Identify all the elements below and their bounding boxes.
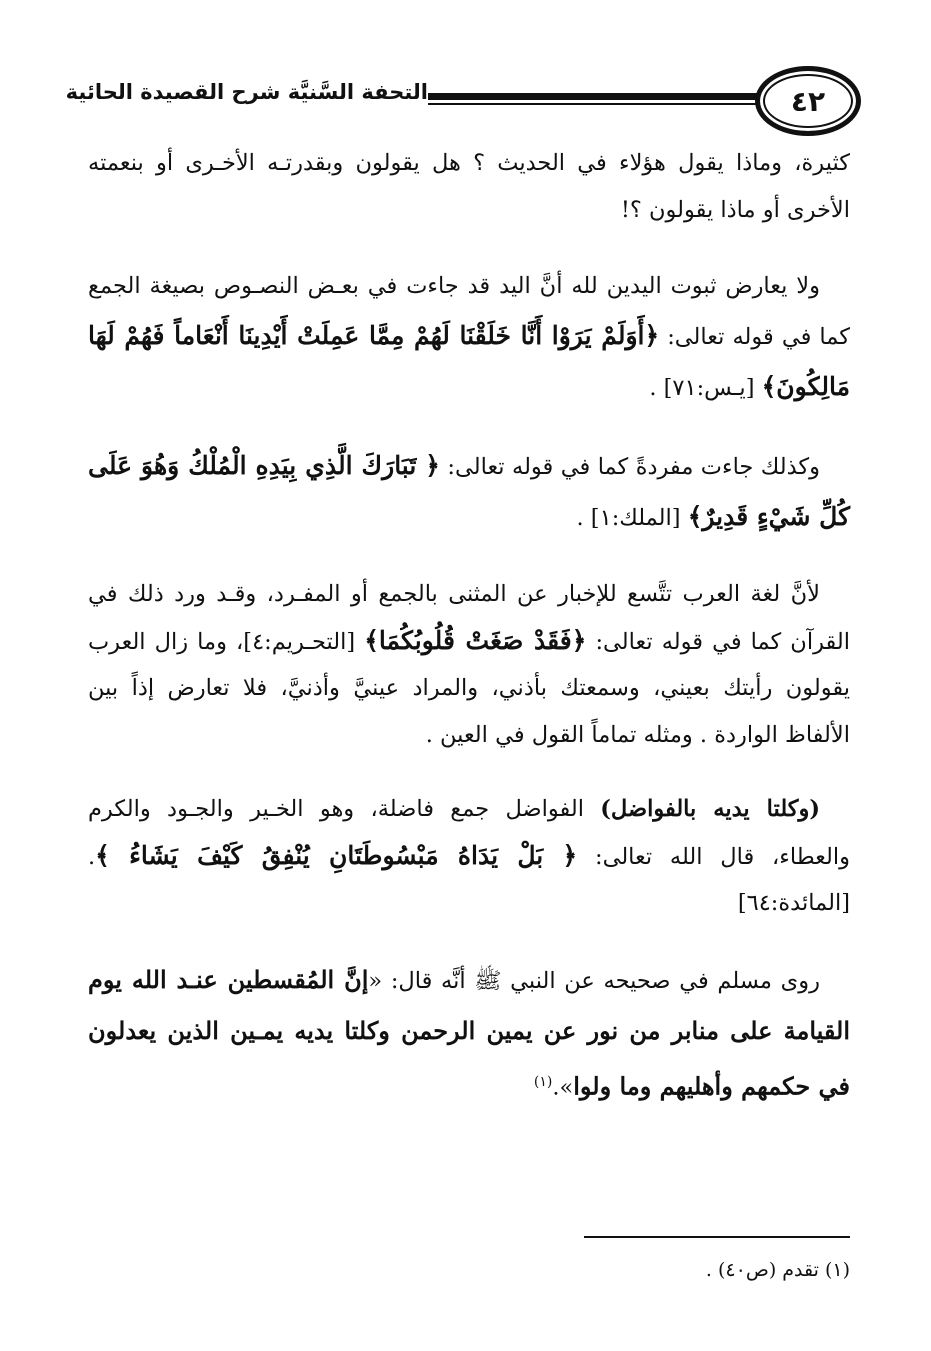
paragraph-4-text: لأنَّ لغة العرب تتَّسع للإخبار عن المثنى بالجمع أو المفـرد، وقـد ورد ذلك في القرآن كما في قوله تعالى: [88, 581, 850, 655]
page-number: ٤٢ [790, 84, 826, 118]
paragraph-4 [88, 571, 850, 758]
paragraph-6 [88, 955, 850, 1113]
main-text [88, 140, 850, 1140]
page-number-badge [755, 66, 861, 136]
paragraph-1-text: كثيرة، وماذا يقول هؤلاء في الحديث ؟ هل يقولون وبقدرتـه الأخـرى أو بنعمته الأخرى أو ماذا يقولون ؟! [88, 150, 850, 223]
poem-phrase: (وكلتا يديه بالفواضل) [600, 796, 820, 822]
paragraph-4-text-continued: [التحـريم:٤]، وما زال العرب يقولون رأيتك بعيني، وسمعتك بأذني، والمراد عينيَّ وأذنيَّ، فلا تعارض إذاً بين الألفاظ الواردة . ومثله تماماً القول في العين . [88, 628, 850, 748]
quran-verse-mulk: ﴿ تَبَارَكَ الَّذِي بِيَدِهِ الْمُلْكُ وَهُوَ عَلَى كُلِّ شَيْءٍ قَدِيرٌ﴾ [88, 451, 850, 531]
quran-verse-tahrim: ﴿فَقَدْ صَغَتْ قُلُوبُكُمَا﴾ [364, 625, 587, 655]
hadith-close: ». [552, 1074, 574, 1100]
paragraph-2 [88, 261, 850, 413]
paragraph-5 [88, 786, 850, 927]
hadith-text: إنَّ المُقسطين عنـد الله يوم القيامة على منابر من نور عن يمين الرحمن وكلتا يديه يمـين الذين يعدلون في حكمهم وأهليهم وما ولوا [88, 964, 850, 1100]
paragraph-6-text: روى مسلم في صحيحه عن النبي ﷺ أنَّه قال: « [368, 967, 820, 994]
footnote-separator [584, 1236, 850, 1238]
paragraph-1 [88, 140, 850, 233]
running-title: التحفة السَّنيَّة شرح القصيدة الحائية [65, 80, 428, 104]
verse-reference-mulk: [الملك:١] . [576, 505, 688, 531]
verse-reference-maidah: . [المائدة:٦٤] [88, 843, 850, 916]
quran-verse-maidah: ﴿ بَلْ يَدَاهُ مَبْسُوطَتَانِ يُنْفِقُ كَيْفَ يَشَاءُ ﴾ [95, 840, 578, 870]
page-header [65, 66, 860, 138]
footnote-marker: (١) [533, 1073, 553, 1090]
paragraph-5-text: الفواضل جمع فاضلة، وهو الخـير والجـود والكرم والعطاء، قال الله تعالى: [88, 796, 850, 870]
verse-reference-yasin: [يـس:٧١] . [649, 375, 762, 401]
paragraph-3 [88, 441, 850, 543]
paragraph-2-text: ولا يعارض ثبوت اليدين لله أنَّ اليد قد جاءت في بعـض النصـوص بصيغة الجمع كما في قوله تعالى: [88, 273, 850, 350]
paragraph-3-text: وكذلك جاءت مفردةً كما في قوله تعالى: [439, 454, 820, 480]
quran-verse-yasin: ﴿أَوَلَمْ يَرَوْا أَنَّا خَلَقْنَا لَهُمْ مِمَّا عَمِلَتْ أَيْدِينَا أَنْعَاماً فَهُمْ لَهَا مَالِكُونَ﴾ [88, 321, 850, 401]
footnote: (١) تقدم (ص٤٠) . [705, 1259, 850, 1281]
